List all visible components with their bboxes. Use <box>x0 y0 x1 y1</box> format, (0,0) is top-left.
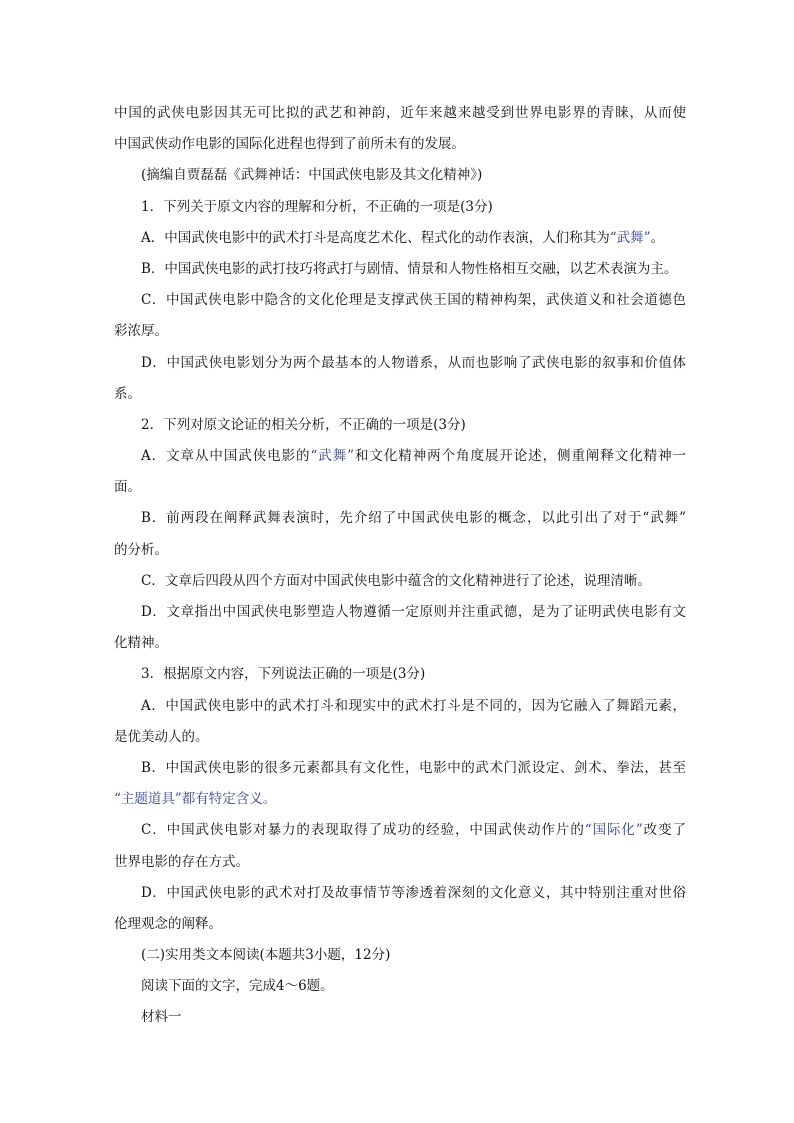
text-span: (摘编自贾磊磊《武舞神话：中国武侠电影及其文化精神》) <box>141 167 483 184</box>
text-line <box>114 129 686 160</box>
text-line <box>114 254 686 285</box>
paragraph-q3-c <box>114 815 686 877</box>
paragraph-q3-b <box>114 753 686 815</box>
text-line <box>114 815 686 846</box>
text-line <box>114 1002 686 1033</box>
text-span: 中国武侠动作电影的国际化进程也得到了前所未有的发展。 <box>114 136 465 153</box>
paragraph-q1-c <box>114 285 686 347</box>
text-span: 世界电影的存在方式。 <box>114 853 249 870</box>
text-line <box>114 659 686 690</box>
highlighted-text: “武舞” <box>310 448 355 465</box>
text-line <box>114 878 686 909</box>
text-span: D．中国武侠电影的武术对打及故事情节等渗透着深刻的文化意义，其中特别注重对世俗 <box>141 884 686 901</box>
text-line <box>114 691 686 722</box>
text-span: B．前两段在阐释武舞表演时，先介绍了中国武侠电影的概念，以此引出了对于“武舞” <box>141 510 686 527</box>
text-span: 材料一 <box>141 1009 182 1026</box>
text-span: 。 <box>650 229 665 246</box>
text-span: 是优美动人的。 <box>114 728 209 745</box>
text-line <box>114 535 686 566</box>
text-line <box>114 348 686 379</box>
paragraph-q3 <box>114 659 686 690</box>
text-line <box>114 379 686 410</box>
paragraph-q3-a <box>114 691 686 753</box>
text-line <box>114 628 686 659</box>
text-span: 化精神。 <box>114 635 168 652</box>
text-line <box>114 909 686 940</box>
paragraph-source <box>114 160 686 191</box>
text-span: A．文章从中国武侠电影的 <box>141 448 311 465</box>
text-span: C．中国武侠电影对暴力的表现取得了成功的经验，中国武侠动作片的 <box>141 822 585 839</box>
text-span: D．中国武侠电影划分为两个最基本的人物谱系，从而也影响了武侠电影的叙事和价值体 <box>141 354 686 371</box>
text-span: 和文化精神两个角度展开论述，侧重阐释文化精神一 <box>354 448 687 465</box>
text-span: 系。 <box>114 385 141 402</box>
text-span: C．文章后四段从四个方面对中国武侠电影中蕴含的文化精神进行了论述，说理清晰。 <box>141 572 651 589</box>
text-line <box>114 441 686 472</box>
text-span: 1．下列关于原文内容的理解和分析，不正确的一项是(3分) <box>141 198 493 215</box>
text-line <box>114 597 686 628</box>
text-span: 阅读下面的文字，完成4～6题。 <box>141 978 334 995</box>
text-span: C．中国武侠电影中隐含的文化伦理是支撑武侠王国的精神构架，武侠道义和社会道德色 <box>141 292 686 309</box>
paragraph-q2-c <box>114 566 686 597</box>
text-span: 的分析。 <box>114 541 168 558</box>
text-span: 改变了 <box>642 822 687 839</box>
text-line <box>114 722 686 753</box>
text-span: A．中国武侠电影中的武术打斗和现实中的武术打斗是不同的，因为它融入了舞蹈元素， <box>141 697 686 714</box>
document-page <box>114 98 686 1034</box>
paragraph-q2-a <box>114 441 686 503</box>
paragraph-q2-b <box>114 503 686 565</box>
paragraph-q2 <box>114 410 686 441</box>
text-span: A．中国武侠电影中的武术打斗是高度艺术化、程式化的动作表演，人们称其为 <box>141 229 610 246</box>
text-span: B．中国武侠电影的很多元素都具有文化性，电影中的武术门派设定、剑术、拳法，甚至 <box>141 759 686 776</box>
text-span: 中国的武侠电影因其无可比拟的武艺和神韵，近年来越来越受到世界电影界的青睐，从而使 <box>114 105 686 121</box>
text-line <box>114 753 686 784</box>
paragraph-q1-a <box>114 223 686 254</box>
paragraph-material-1 <box>114 1002 686 1033</box>
paragraph-q1 <box>114 192 686 223</box>
text-line <box>114 503 686 534</box>
paragraph-intro <box>114 98 686 160</box>
highlighted-text: “武舞” <box>609 229 651 246</box>
text-line <box>114 285 686 316</box>
text-span: 面。 <box>114 479 141 496</box>
text-span: 3．根据原文内容，下列说法正确的一项是(3分) <box>141 666 426 683</box>
paragraph-instructions <box>114 971 686 1002</box>
highlighted-text: “主题道具”都有特定含义。 <box>114 791 277 808</box>
text-line <box>114 784 686 815</box>
highlighted-text: “国际化” <box>584 822 643 839</box>
text-line <box>114 847 686 878</box>
text-line <box>114 410 686 441</box>
text-span: D．文章指出中国武侠电影塑造人物遵循一定原则并注重武德，是为了证明武侠电影有文 <box>141 604 686 620</box>
text-line <box>114 566 686 597</box>
text-line <box>114 98 686 129</box>
text-span: 2．下列对原文论证的相关分析，不正确的一项是(3分) <box>141 416 466 433</box>
paragraph-q2-d <box>114 597 686 659</box>
text-span: B．中国武侠电影的武打技巧将武打与剧情、情景和人物性格相互交融，以艺术表演为主。 <box>141 260 678 277</box>
document-body <box>114 98 686 1034</box>
paragraph-q3-d <box>114 878 686 940</box>
paragraph-q1-d <box>114 348 686 410</box>
text-line <box>114 316 686 347</box>
text-line <box>114 940 686 971</box>
text-line <box>114 971 686 1002</box>
text-line <box>114 472 686 503</box>
text-span: (二)实用类文本阅读(本题共3小题，12分) <box>141 947 391 964</box>
paragraph-section-2 <box>114 940 686 971</box>
text-line <box>114 223 686 254</box>
text-span: 彩浓厚。 <box>114 323 168 340</box>
paragraph-q1-b <box>114 254 686 285</box>
text-line <box>114 192 686 223</box>
text-span: 伦理观念的阐释。 <box>114 915 222 932</box>
text-line <box>114 160 686 191</box>
